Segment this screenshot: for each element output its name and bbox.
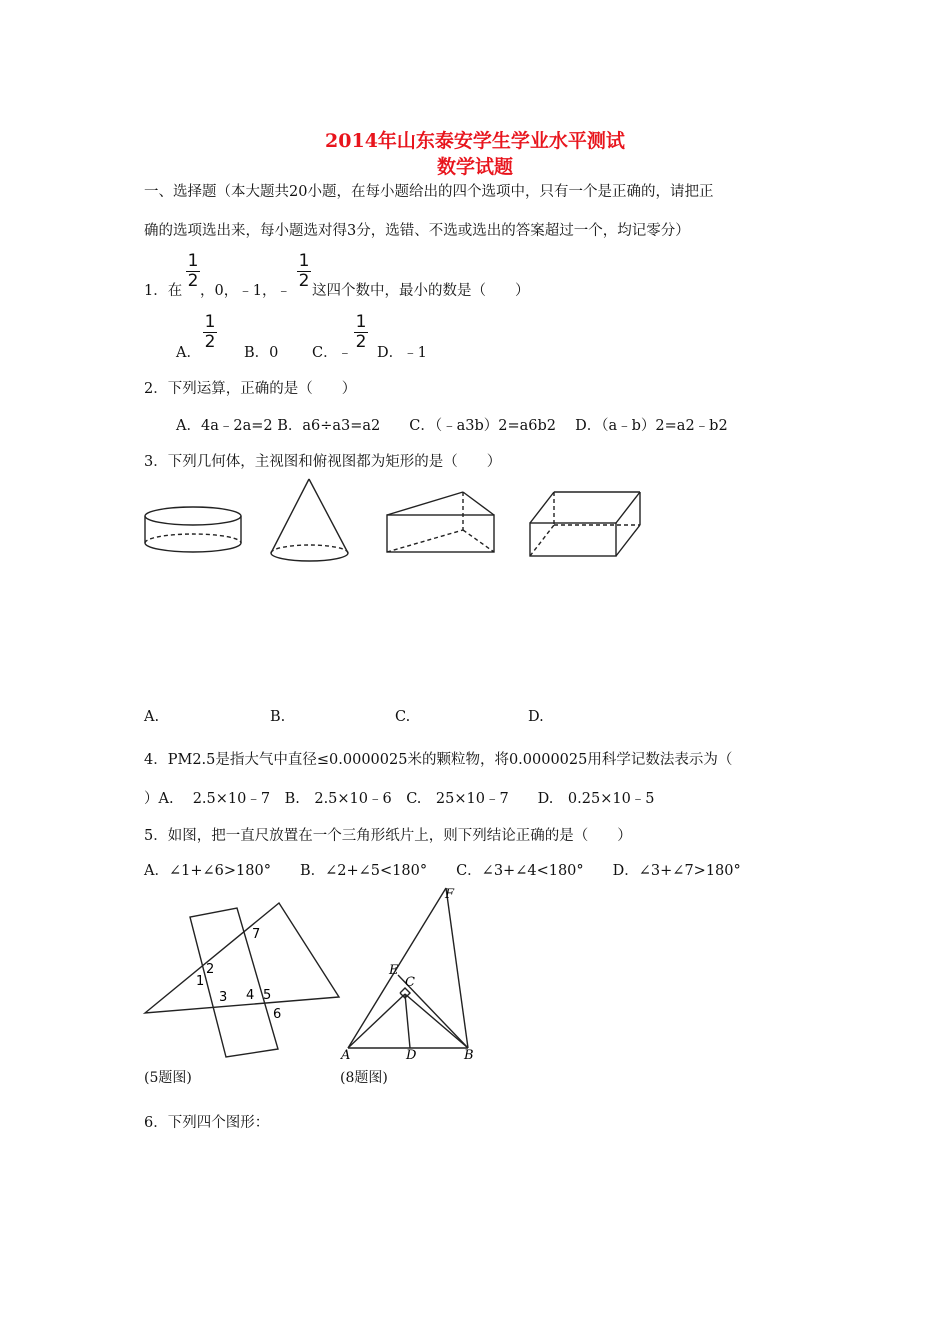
fraction-denominator: 2 [298,271,310,291]
fraction-numerator: 1 [355,312,367,332]
q6-stem: 6．下列四个图形： [144,1115,270,1131]
fig5-angle-5: 5 [263,988,272,1003]
q3-label-a: A. [144,709,160,725]
fig5-angle-4: 4 [246,988,255,1003]
q3-stem: 3．下列几何体，主视图和俯视图都为矩形的是（ ） [144,454,502,470]
q1-option-b: B．0 [244,345,279,361]
q4-line2: ）A. 2.5×10﹣7 B. 2.5×10﹣6 C. 25×10﹣7 D. 0.25×10﹣5 [144,791,655,807]
q4-line1: 4．PM2.5是指大气中直径≤0.0000025米的颗粒物，将0.0000025用科学记数法表示为（ [144,752,733,768]
q1-option-a: A． [176,345,201,361]
fig8-point-e: E [389,963,399,978]
fig5-angle-2: 2 [206,962,215,977]
fig5-angle-7: 7 [252,927,261,942]
q2-options: A．4a﹣2a=2 B．a6÷a3=a2 C．（﹣a3b）2=a6b2 D．（a﹣b）2=a2﹣b2 [176,418,728,434]
fig5-angle-6: 6 [273,1007,282,1022]
q1-option-d: D．﹣1 [377,345,427,361]
fig5-triangle [145,903,339,1013]
fig8-point-a: A [341,1048,351,1063]
fraction-numerator: 1 [204,312,216,332]
fraction-denominator: 2 [355,332,367,352]
fig8-point-f: F [445,887,455,902]
fig5-angle-3: 3 [219,990,228,1005]
q3-label-c: C. [395,709,411,725]
q5-options: A．∠1+∠6>180° B．∠2+∠5<180° C．∠3+∠4<180° D．∠3+∠7>180° [144,863,741,879]
fraction-denominator: 2 [204,332,216,352]
q1-middle: ，0，﹣1，﹣ [200,283,291,299]
fraction-numerator: 1 [298,251,310,271]
section-intro-line1: 一、选择题（本大题共20小题，在每小题给出的四个选项中，只有一个是正确的，请把正 [144,184,714,200]
page-subtitle: 数学试题 [436,156,513,178]
q1-suffix: 这四个数中，最小的数是（ ） [312,283,530,299]
fig8-point-b: B [464,1048,474,1063]
q3-label-d: D. [528,709,544,725]
section-intro-line2: 确的选项选出来，每小题选对得3分，选错、不选或选出的答案超过一个，均记零分） [144,223,690,239]
fig8-point-d: D [406,1048,417,1063]
fig5-angle-1: 1 [196,974,205,989]
fig5-caption: (5题图) [144,1070,192,1086]
page-title: 2014年山东泰安学生学业水平测试 [325,130,625,152]
q1-option-c: C．﹣ [312,345,353,361]
fraction-numerator: 1 [187,251,199,271]
fig8-lines [348,888,468,1048]
fig8-point-c: C [405,975,415,990]
q1-prefix: 1．在 [144,283,183,299]
q2-stem: 2．下列运算，正确的是（ ） [144,381,357,397]
fig8-caption: (8题图) [340,1070,388,1086]
q5-stem: 5．如图，把一直尺放置在一个三角形纸片上，则下列结论正确的是（ ） [144,828,632,844]
fraction-denominator: 2 [187,271,199,291]
q3-label-b: B. [270,709,286,725]
